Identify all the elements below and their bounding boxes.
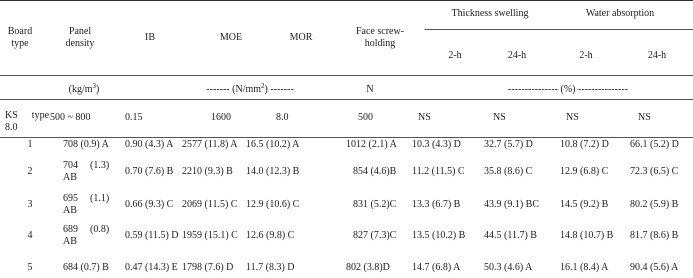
header-wa-2h: 2-h xyxy=(579,50,593,61)
ks-density: 500 ~ 800 xyxy=(50,112,91,123)
row-screw: 1012 (2.1) A xyxy=(346,139,397,150)
ks-label: KS type xyxy=(5,110,50,121)
row-density-group: AB xyxy=(63,236,77,247)
row-ts-24h: 44.5 (11.7) B xyxy=(484,230,537,241)
ks-wa-24h: NS xyxy=(638,112,651,123)
row-mor: 12.9 (10.6) C xyxy=(246,199,300,210)
row-type: 1 xyxy=(27,139,33,150)
row-ts-2h: 13.5 (10.2) B xyxy=(412,230,466,241)
row-density: 704 (1.3) xyxy=(63,160,110,171)
row-moe: 2577 (11.8) A xyxy=(182,139,238,150)
row-density: 708 (0.9) A xyxy=(63,139,109,150)
header-wa-24h: 24-h xyxy=(647,50,667,61)
ks-screw: 500 xyxy=(358,112,373,123)
row-wa-2h: 14.8 (10.7) B xyxy=(560,230,614,241)
row-ib: 0.70 (7.6) B xyxy=(125,166,174,177)
row-ts-2h: 10.3 (4.3) D xyxy=(412,139,461,150)
row-ts-24h: 35.8 (8.6) C xyxy=(484,166,533,177)
row-type: 4 xyxy=(27,230,33,241)
row-wa-2h: 12.9 (6.8) C xyxy=(560,166,609,177)
row-type: 5 xyxy=(27,262,33,273)
row-wa-2h: 14.5 (9.2) B xyxy=(560,199,609,210)
unit-density: $(kg/m^3)$ xyxy=(68,82,100,95)
row-wa-24h: 81.7 (8.6) B xyxy=(630,230,679,241)
row-moe: 1798 (7.6) D xyxy=(182,262,234,273)
row-mor: 12.6 (9.8) C xyxy=(246,230,295,241)
ks-label-version: 8.0 xyxy=(5,122,18,133)
group-rule xyxy=(425,29,693,30)
row-wa-24h: 90.4 (5.6) A xyxy=(630,262,679,273)
ks-mor: 8.0 xyxy=(276,112,289,123)
row-moe: 1959 (15.1) C xyxy=(182,230,238,241)
row-wa-2h: 16.1 (8.4) A xyxy=(560,262,609,273)
row-density: 689 (0.8) xyxy=(63,224,110,235)
row-wa-2h: 10.8 (7.2) D xyxy=(560,139,609,150)
ks-rule xyxy=(0,137,693,138)
row-ts-24h: 32.7 (5.7) D xyxy=(484,139,533,150)
ks-wa-2h: NS xyxy=(566,112,579,123)
row-wa-24h: 72.3 (6.5) C xyxy=(630,166,679,177)
row-density: 695 (1.1) xyxy=(63,193,110,204)
header-ib: IB xyxy=(145,32,155,43)
row-ib: 0.59 (11.5) D xyxy=(125,230,179,241)
header-thickness-swelling: Thickness swelling xyxy=(451,8,529,19)
row-type: 3 xyxy=(27,199,33,210)
header-face-screw: Face screw- holding xyxy=(355,26,405,49)
ks-ts-24h: NS xyxy=(493,112,506,123)
row-mor: 14.0 (12.3) B xyxy=(246,166,300,177)
header-water-absorption: Water absorption xyxy=(585,8,655,19)
ks-moe: 1600 xyxy=(211,112,231,123)
row-screw: 802 (3.8)D xyxy=(346,262,390,273)
header-panel-density: Panel density xyxy=(65,26,95,49)
unit-percent: --------------- (%) --------------- xyxy=(508,84,628,95)
header-rule xyxy=(0,75,693,76)
row-ib: 0.47 (14.3) E xyxy=(125,262,178,273)
row-mor: 11.7 (8.3) D xyxy=(246,262,295,273)
header-board-type: Board type xyxy=(7,26,33,49)
row-ib: 0.90 (4.3) A xyxy=(125,139,174,150)
row-moe: 2210 (9.3) B xyxy=(182,166,233,177)
row-density-group: AB xyxy=(63,205,77,216)
row-wa-24h: 66.1 (5.2) D xyxy=(630,139,679,150)
row-ts-2h: 11.2 (11.5) C xyxy=(412,166,465,177)
top-rule xyxy=(0,0,693,1)
row-screw: 827 (7.3)C xyxy=(353,230,397,241)
row-screw: 831 (5.2)C xyxy=(353,199,397,210)
row-ts-24h: 50.3 (4.6) A xyxy=(484,262,533,273)
row-moe: 2069 (11.5) C xyxy=(182,199,238,210)
units-rule xyxy=(0,99,693,100)
ks-ts-2h: NS xyxy=(418,112,431,123)
header-moe: MOE xyxy=(219,32,243,43)
row-ts-2h: 13.3 (6.7) B xyxy=(412,199,461,210)
unit-strength: ------- $(N/mm^2)$ ------- xyxy=(206,82,294,95)
header-mor: MOR xyxy=(289,32,313,43)
header-ts-2h: 2-h xyxy=(448,50,462,61)
unit-screw: N xyxy=(366,84,374,95)
row-type: 2 xyxy=(27,166,33,177)
row-mor: 16.5 (10.2) A xyxy=(246,139,300,150)
row-ts-2h: 14.7 (6.8) A xyxy=(412,262,461,273)
row-ib: 0.66 (9.3) C xyxy=(125,199,174,210)
header-ts-24h: 24-h xyxy=(507,50,527,61)
row-wa-24h: 80.2 (5.9) B xyxy=(630,199,679,210)
row-ts-24h: 43.9 (9.1) BC xyxy=(484,199,539,210)
row-density: 684 (0.7) B xyxy=(63,262,109,273)
row-screw: 854 (4.6)B xyxy=(353,166,397,177)
ks-ib: 0.15 xyxy=(125,112,143,123)
row-density-group: AB xyxy=(63,172,77,183)
